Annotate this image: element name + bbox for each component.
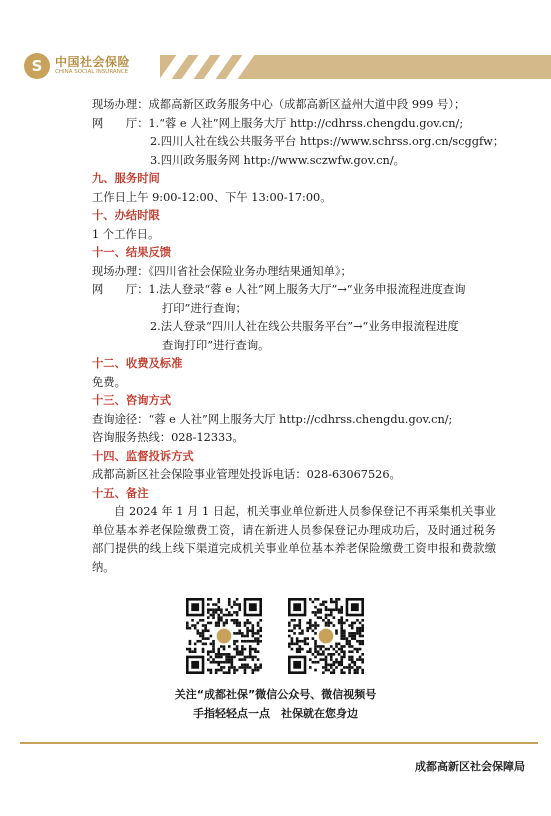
logo-text-cn: 中国社会保险 bbox=[55, 55, 131, 70]
logo bbox=[24, 52, 154, 80]
text-line: 网 厅：1.法人登录“蓉 e 人社”网上服务大厅”→“业务申报流程进度查询 bbox=[92, 283, 466, 296]
text-line: 工作日上午 9:00-12:00、下午 13:00-17:00。 bbox=[92, 190, 332, 204]
footer-divider bbox=[20, 742, 538, 744]
text-line: 3.四川政务服务网 http://www.sczwfw.gov.cn/。 bbox=[150, 153, 405, 167]
note-paragraph: 自 2024 年 1 月 1 日起，机关事业单位新进人员参保登记不再采集机关事业单位基本养老保险缴费工资，请在新进人员参保登记办理成功后，及时通过税务部门提供的线上线下渠道完成机关事业单位基本养老保险缴费工资申报和费款缴纳。 bbox=[92, 505, 496, 574]
text-line: 查询打印”进行查询。 bbox=[162, 338, 270, 352]
section-heading: 十、办结时限 bbox=[92, 209, 160, 222]
header-decorative-bar bbox=[160, 55, 551, 79]
text-line: 1 个工作日。 bbox=[92, 227, 160, 241]
section-heading: 十三、咨询方式 bbox=[92, 394, 172, 407]
footer-organization: 成都高新区社会保障局 bbox=[415, 760, 525, 773]
section-heading: 十二、收费及标准 bbox=[92, 357, 183, 370]
text-line: 成都高新区社会保险事业管理处投诉电话：028-63067526。 bbox=[92, 468, 401, 481]
section-heading: 十五、备注 bbox=[92, 486, 149, 500]
page-header bbox=[0, 0, 551, 84]
text-line: 现场办理：成都高新区政务服务中心（成都高新区益州大道中段 999 号）； bbox=[92, 98, 466, 111]
qr-code-icon bbox=[186, 598, 262, 674]
text-line: 咨询服务热线：028-12333。 bbox=[92, 431, 244, 444]
social-insurance-logo-icon: S bbox=[24, 53, 50, 79]
qr-code-wechat-official-account bbox=[186, 598, 262, 674]
text-line: 打印”进行查询； bbox=[162, 301, 247, 315]
document-body bbox=[92, 96, 505, 577]
text-line: 网 厅：1.“蓉 e 人社”网上服务大厅 http://cdhrss.chengdu.gov.cn/; bbox=[92, 116, 464, 130]
section-heading: 十四、监督投诉方式 bbox=[92, 449, 194, 463]
slogan-line-2: 手指轻轻点一点 社保就在您身边 bbox=[193, 707, 358, 720]
text-line: 2.四川人社在线公共服务平台 https://www.schrss.org.cn/scggfw； bbox=[150, 135, 505, 148]
qr-code-wechat-video-channel bbox=[288, 598, 364, 674]
qr-code-icon bbox=[288, 598, 364, 674]
text-line: 现场办理：《四川省社会保险业务办理结果通知单》； bbox=[92, 264, 352, 278]
slogan-line-1: 关注“成都社保”微信公众号、微信视频号 bbox=[174, 688, 377, 701]
text-line: 查询途径：“蓉 e 人社”网上服务大厅 http://cdhrss.chengdu.gov.cn/; bbox=[92, 412, 453, 426]
text-line: 2.法人登录“四川人社在线公共服务平台”→“业务申报流程进度 bbox=[150, 320, 459, 333]
section-heading: 十一、结果反馈 bbox=[92, 246, 172, 259]
section-heading: 九、服务时间 bbox=[92, 172, 160, 185]
text-line: 免费。 bbox=[92, 375, 126, 389]
logo-text-en: CHINA SOCIAL INSURANCE bbox=[55, 69, 129, 76]
